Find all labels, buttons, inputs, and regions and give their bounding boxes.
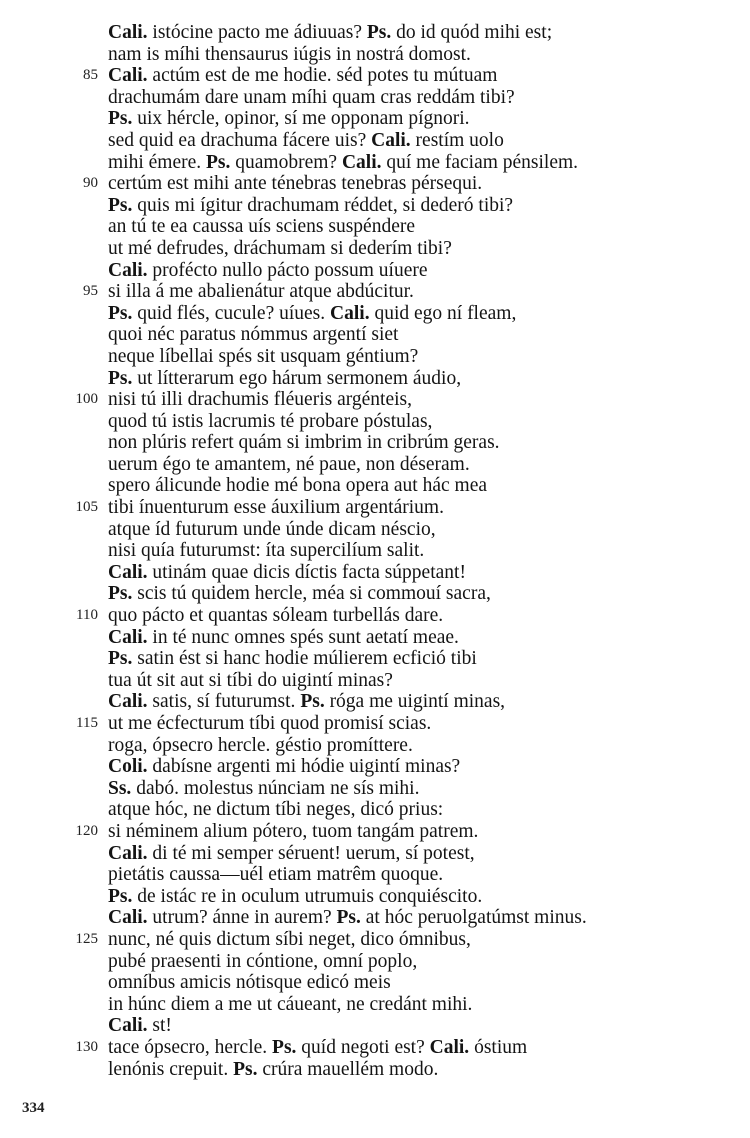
verse-segment: de istác re in oculum utrumuis conquiéscito.	[132, 885, 483, 907]
speaker-label: Ps.	[206, 151, 231, 173]
verse-segment: quid flés, cucule? uíues.	[132, 302, 331, 324]
verse-text	[0, 22, 750, 1080]
verse-line	[0, 735, 750, 757]
verse-line	[0, 583, 750, 605]
verse-segment: at hóc peruolgatúmst minus.	[360, 907, 587, 929]
verse-segment: st!	[147, 1015, 172, 1037]
line-text	[108, 260, 428, 282]
verse-segment: istócine pacto me ádiuuas?	[147, 22, 367, 43]
line-text	[108, 821, 478, 843]
verse-line	[0, 562, 750, 584]
verse-line	[0, 843, 750, 865]
line-text	[108, 1015, 172, 1037]
speaker-label: Ps.	[233, 1058, 258, 1080]
line-text	[108, 886, 482, 908]
line-text	[108, 994, 472, 1016]
verse-segment: neque líbellai spés sit usquam géntium?	[108, 345, 419, 367]
verse-line	[0, 1059, 750, 1081]
verse-segment: quis mi ígitur drachumam réddet, si dederó tibi?	[132, 194, 514, 216]
line-text	[108, 929, 471, 951]
verse-line	[0, 411, 750, 433]
verse-segment: an tú te ea caussa uís sciens suspéndere	[108, 216, 416, 238]
line-text	[108, 648, 477, 670]
verse-line	[0, 281, 750, 303]
verse-line	[0, 907, 750, 929]
verse-line	[0, 260, 750, 282]
verse-segment: pietátis caussa—uél etiam matrêm quoque.	[108, 864, 444, 886]
speaker-label: Ps.	[108, 885, 133, 907]
line-text	[108, 691, 505, 713]
line-text	[108, 324, 398, 346]
verse-segment: profécto nullo pácto possum uíuere	[147, 259, 428, 281]
line-text	[108, 368, 461, 390]
verse-segment: pubé praesenti in cóntione, omní poplo,	[108, 950, 418, 972]
verse-line	[0, 368, 750, 390]
speaker-label: Ps.	[108, 648, 133, 670]
verse-segment: quíd negoti est?	[296, 1036, 430, 1058]
verse-segment: dabísne argenti mi hódie uigintí minas?	[147, 756, 461, 778]
verse-line	[0, 886, 750, 908]
verse-line	[0, 238, 750, 260]
verse-line	[0, 432, 750, 454]
speaker-label: Cali.	[108, 907, 148, 929]
verse-line	[0, 475, 750, 497]
speaker-label: Cali.	[330, 302, 370, 324]
verse-line	[0, 864, 750, 886]
verse-line	[0, 799, 750, 821]
speaker-label: Ps.	[108, 302, 133, 324]
verse-segment: satis, sí futurumst.	[147, 691, 301, 713]
line-text	[108, 432, 500, 454]
verse-segment: atque hóc, ne dictum tíbi neges, dicó prius:	[108, 799, 444, 821]
line-text	[108, 303, 516, 325]
verse-line	[0, 108, 750, 130]
speaker-label: Cali.	[371, 129, 411, 151]
verse-segment: scis tú quidem hercle, méa si commouí sacra,	[132, 583, 491, 605]
line-number: 105	[75, 499, 98, 516]
verse-segment: mihi émere.	[108, 151, 207, 173]
line-text	[108, 238, 452, 260]
verse-line	[0, 497, 750, 519]
page-number: 334	[22, 1100, 45, 1116]
line-text	[108, 152, 578, 174]
verse-segment: nam is míhi thensaurus iúgis in nostrá domost.	[108, 43, 471, 65]
line-text	[108, 843, 475, 865]
speaker-label: Cali.	[108, 842, 148, 864]
speaker-label: Ps.	[108, 194, 133, 216]
speaker-label: Coli.	[108, 756, 148, 778]
verse-line	[0, 346, 750, 368]
line-text	[108, 864, 443, 886]
line-text	[108, 346, 418, 368]
verse-line	[0, 929, 750, 951]
line-text	[108, 951, 417, 973]
speaker-label: Cali.	[108, 561, 148, 583]
verse-line	[0, 1037, 750, 1059]
verse-segment: crúra mauellém modo.	[257, 1058, 439, 1080]
verse-segment: in húnc diem a me ut cáueant, ne credánt mihi.	[108, 993, 473, 1015]
verse-segment: nisi quía futurumst: íta supercilíum salit.	[108, 540, 425, 562]
line-text	[108, 108, 470, 130]
verse-segment: non plúris refert quám si imbrim in cribrúm geras.	[108, 432, 500, 454]
line-text	[108, 713, 431, 735]
verse-segment: atque íd futurum unde únde dicam néscio,	[108, 518, 436, 540]
line-text	[108, 44, 471, 66]
speaker-label: Ss.	[108, 777, 132, 799]
speaker-label: Cali.	[108, 65, 148, 87]
verse-segment: lenónis crepuit.	[108, 1058, 234, 1080]
verse-line	[0, 152, 750, 174]
line-text	[108, 87, 515, 109]
verse-line	[0, 519, 750, 541]
line-text	[108, 1037, 527, 1059]
verse-segment: utinám quae dicis díctis facta súppetant!	[147, 561, 466, 583]
verse-segment: ut lítterarum ego hárum sermonem áudio,	[132, 367, 462, 389]
verse-segment: restím uolo	[410, 129, 504, 151]
verse-segment: quod tú istis lacrumis té probare póstulas,	[108, 410, 433, 432]
line-text	[108, 605, 443, 627]
line-text	[108, 454, 470, 476]
speaker-label: Cali.	[108, 22, 148, 43]
verse-line	[0, 821, 750, 843]
line-number: 120	[75, 822, 98, 839]
verse-segment: satin ést si hanc hodie múlierem ecfició tibi	[132, 648, 477, 670]
line-text	[108, 475, 487, 497]
verse-segment: tace ópsecro, hercle.	[108, 1036, 273, 1058]
verse-line	[0, 324, 750, 346]
line-text	[108, 130, 504, 152]
speaker-label: Cali.	[108, 691, 148, 713]
verse-segment: omníbus amicis nótisque edicó meis	[108, 972, 391, 994]
speaker-label: Cali.	[108, 626, 148, 648]
line-number: 90	[83, 175, 98, 192]
verse-segment: in té nunc omnes spés sunt aetatí meae.	[147, 626, 459, 648]
verse-segment: di té mi semper séruent! uerum, sí potest,	[147, 842, 475, 864]
verse-segment: nunc, né quis dictum síbi neget, dico ómnibus,	[108, 928, 471, 950]
verse-line	[0, 951, 750, 973]
verse-segment: certúm est mihi ante ténebras tenebras pérsequi.	[108, 173, 483, 195]
verse-segment: drachumám dare unam míhi quam cras reddám tibi?	[108, 86, 515, 108]
verse-line	[0, 22, 750, 44]
verse-segment: do id quód mihi est;	[391, 22, 553, 43]
verse-segment: quí me faciam pénsilem.	[381, 151, 579, 173]
line-text	[108, 216, 415, 238]
line-text	[108, 627, 459, 649]
verse-segment: sed quid ea drachuma fácere uis?	[108, 129, 372, 151]
line-text	[108, 519, 436, 541]
verse-line	[0, 756, 750, 778]
verse-line	[0, 389, 750, 411]
speaker-label: Cali.	[429, 1036, 470, 1058]
verse-segment: uerum égo te amantem, né paue, non déseram.	[108, 453, 470, 475]
line-number: 95	[83, 283, 98, 300]
line-text	[108, 540, 424, 562]
verse-line	[0, 713, 750, 735]
verse-line	[0, 648, 750, 670]
verse-segment: si illa á me abalienátur atque abdúcitur.	[108, 281, 414, 303]
verse-segment: róga me uigintí minas,	[324, 691, 506, 713]
verse-segment: quid ego ní fleam,	[369, 302, 517, 324]
verse-segment: óstium	[469, 1036, 528, 1058]
line-text	[108, 22, 552, 44]
verse-segment: ut me écfecturum tíbi quod promisí scias.	[108, 713, 432, 734]
line-text	[108, 195, 513, 217]
speaker-label: Cali.	[108, 1015, 148, 1037]
line-number: 100	[75, 391, 98, 408]
verse-segment: tibi ínuenturum esse áuxilium argentárium.	[108, 497, 444, 519]
verse-line	[0, 540, 750, 562]
line-number: 85	[83, 67, 98, 84]
line-text	[108, 389, 412, 411]
line-number: 115	[76, 715, 98, 731]
speaker-label: Ps.	[108, 108, 133, 130]
speaker-label: Ps.	[108, 583, 133, 605]
line-text	[108, 497, 444, 519]
speaker-label: Ps.	[336, 907, 361, 929]
line-text	[108, 778, 419, 800]
line-text	[108, 562, 466, 584]
speaker-label: Ps.	[366, 22, 392, 43]
line-text	[108, 281, 414, 303]
line-text	[108, 65, 497, 87]
line-text	[108, 1059, 438, 1081]
line-text	[108, 583, 491, 605]
verse-line	[0, 87, 750, 109]
verse-line	[0, 216, 750, 238]
speaker-label: Cali.	[108, 259, 148, 281]
verse-segment: tua út sit aut si tíbi do uigintí minas?	[108, 669, 393, 691]
verse-segment: si néminem alium pótero, tuom tangám patrem.	[108, 820, 479, 842]
verse-line	[0, 1015, 750, 1037]
verse-segment: quamobrem?	[230, 151, 342, 173]
line-text	[108, 907, 587, 929]
speaker-label: Cali.	[341, 151, 382, 173]
verse-line	[0, 65, 750, 87]
verse-segment: uix hércle, opinor, sí me opponam pígnori.	[132, 108, 470, 130]
verse-line	[0, 195, 750, 217]
verse-segment: quo pácto et quantas sóleam turbellás dare.	[108, 605, 444, 627]
line-text	[108, 799, 443, 821]
verse-line	[0, 994, 750, 1016]
verse-line	[0, 670, 750, 692]
verse-line	[0, 130, 750, 152]
line-text	[108, 735, 413, 757]
line-text	[108, 670, 393, 692]
line-number: 125	[75, 930, 98, 947]
verse-segment: dabó. molestus núnciam ne sís mihi.	[131, 777, 420, 799]
verse-segment: utrum? ánne in aurem?	[147, 907, 337, 929]
verse-line	[0, 44, 750, 66]
verse-line	[0, 627, 750, 649]
verse-line	[0, 972, 750, 994]
speaker-label: Ps.	[272, 1036, 297, 1058]
line-text	[108, 756, 460, 778]
line-text	[108, 173, 482, 195]
verse-segment: quoi néc paratus nómmus argentí siet	[108, 324, 399, 346]
verse-line	[0, 454, 750, 476]
line-number: 110	[76, 607, 98, 624]
verse-segment: spero álicunde hodie mé bona opera aut hác mea	[108, 475, 488, 497]
speaker-label: Ps.	[300, 691, 325, 713]
verse-segment: nisi tú illi drachumis fléueris argénteis,	[108, 389, 412, 411]
verse-segment: actúm est de me hodie. séd potes tu mútuam	[147, 65, 498, 87]
line-text	[108, 411, 432, 433]
verse-line	[0, 173, 750, 195]
verse-line	[0, 778, 750, 800]
line-number: 130	[75, 1038, 98, 1055]
verse-segment: roga, ópsecro hercle. géstio promíttere.	[108, 734, 413, 756]
verse-line	[0, 691, 750, 713]
verse-segment: ut mé defrudes, dráchumam si dederím tibi?	[108, 237, 452, 259]
verse-line	[0, 303, 750, 325]
speaker-label: Ps.	[108, 367, 133, 389]
verse-line	[0, 605, 750, 627]
line-text	[108, 972, 391, 994]
